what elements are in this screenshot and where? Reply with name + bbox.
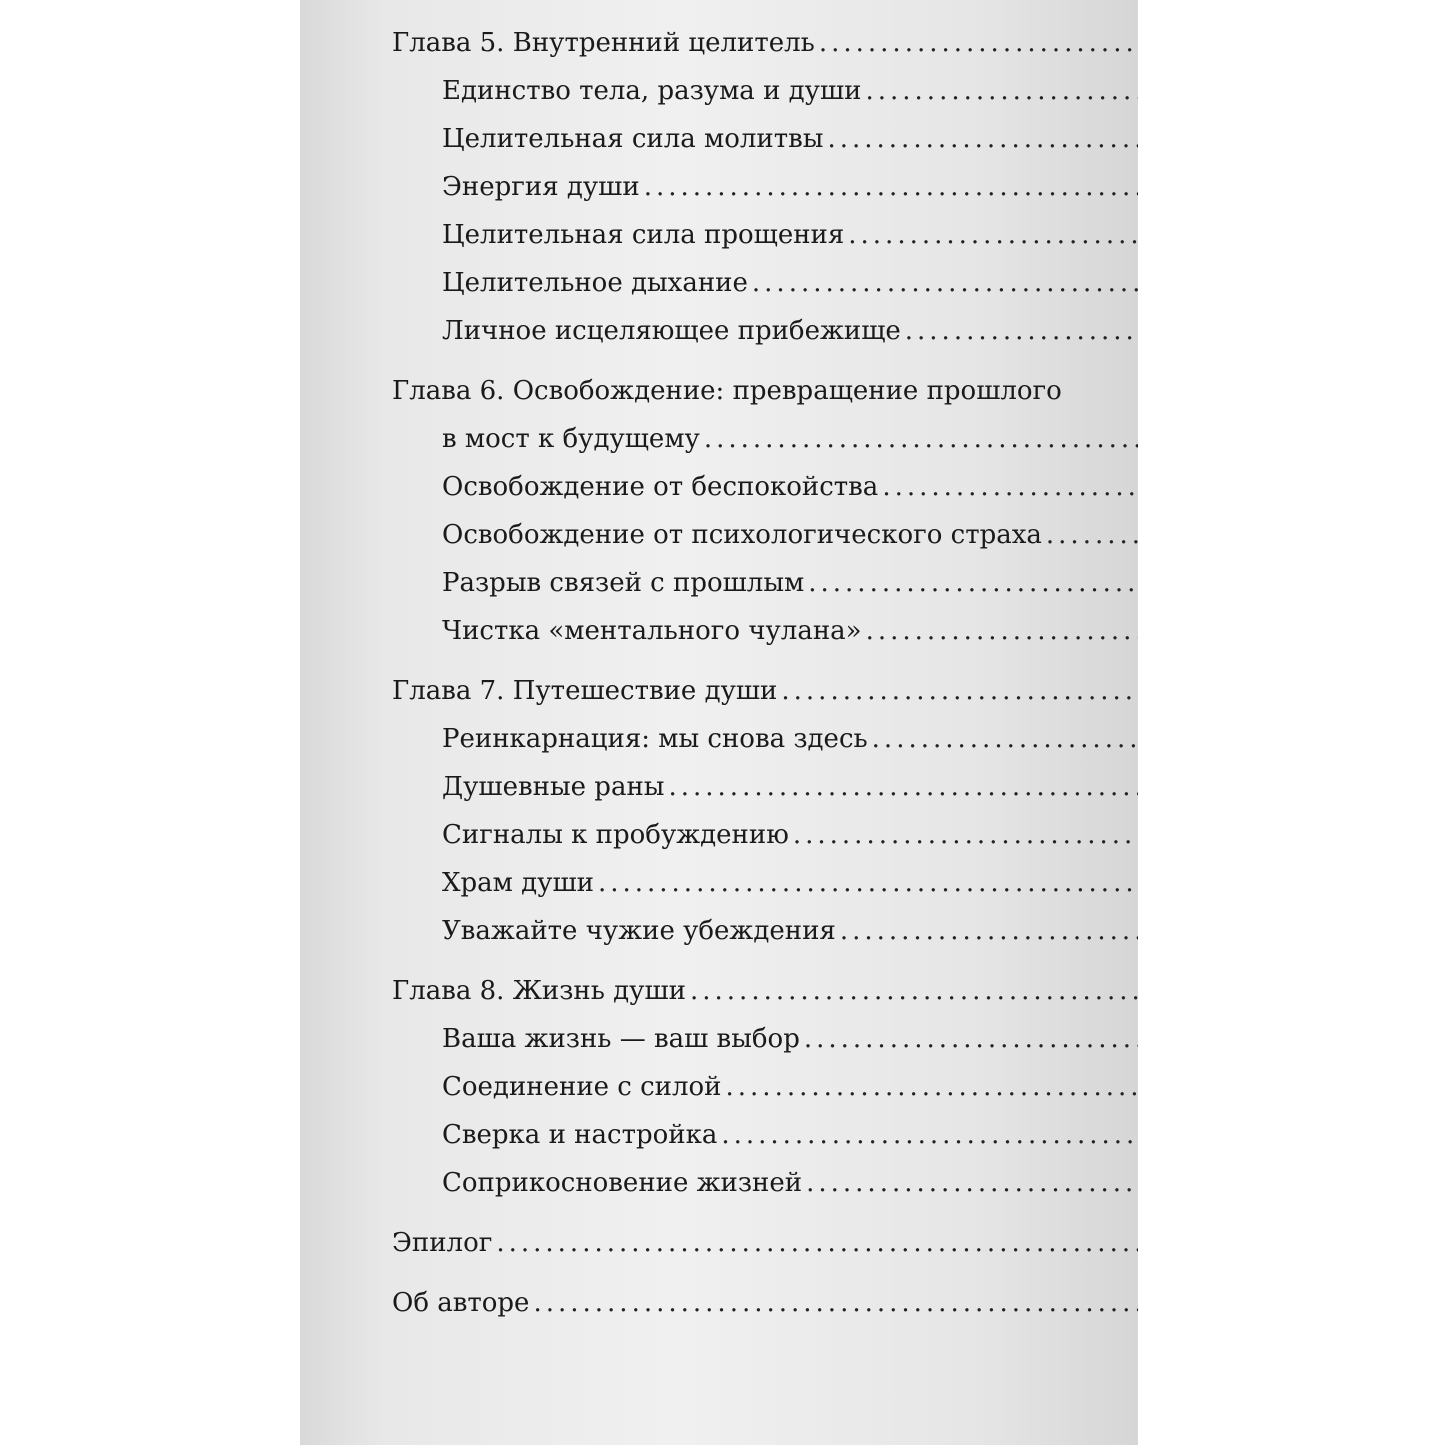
dot-leader [840,916,1138,946]
toc-section-entry [442,1168,1138,1208]
dot-leader [644,172,1138,202]
toc-section-entry [442,1072,1138,1112]
dot-leader [882,472,1138,502]
toc-chapter-entry [392,1288,1138,1328]
toc-section-entry [442,1120,1138,1160]
toc-entry-title: Храм души [442,868,594,898]
toc-entry-title: Соединение с силой [442,1072,722,1102]
toc-entry-title: Глава 6. Освобождение: превращение прошлого [392,376,1062,406]
dot-leader [872,724,1138,754]
toc-entry-title: Сверка и настройка [442,1120,718,1150]
dot-leader [704,424,1138,454]
toc-entry-title: Разрыв связей с прошлым [442,568,805,598]
dot-leader [533,1288,1138,1318]
dot-leader [598,868,1138,898]
dot-leader [804,1024,1138,1054]
toc-section-entry [442,316,1138,356]
dot-leader [496,1228,1138,1258]
toc-section-entry [442,76,1138,116]
toc-section-entry [442,916,1138,956]
dot-leader [806,1168,1138,1198]
toc-section-entry [442,568,1138,608]
dot-leader [793,820,1138,850]
dot-leader [865,76,1138,106]
toc-section-entry [442,772,1138,812]
toc-entry-title: Целительная сила прощения [442,220,845,250]
toc-entry-title: Освобождение от психологического страха [442,520,1042,550]
toc-section-entry [442,868,1138,908]
dot-leader [668,772,1138,802]
dot-leader [781,676,1138,706]
toc-section-entry [442,268,1138,308]
toc-entry-title: Сигналы к пробуждению [442,820,789,850]
dot-leader [721,1120,1138,1150]
toc-section-entry [442,472,1138,512]
toc-entry-title: Реинкарнация: мы снова здесь [442,724,868,754]
toc-entry-title: Душевные раны [442,772,665,802]
toc-section-entry [442,124,1138,164]
dot-leader [690,976,1138,1006]
toc-entry-title: в мост к будущему [442,424,700,454]
toc-entry-title: Об авторе [392,1288,530,1318]
toc-section-entry [442,616,1138,656]
toc-chapter-entry [392,28,1138,68]
book-page [300,0,1138,1445]
toc-section-entry [442,724,1138,764]
toc-section-entry [442,1024,1138,1064]
toc-entry-title: Эпилог [392,1228,493,1258]
toc-entry-title: Глава 8. Жизнь души [392,976,686,1006]
toc-entry-title: Глава 5. Внутренний целитель [392,28,815,58]
toc-chapter-entry [392,1228,1138,1268]
dot-leader [866,616,1138,646]
dot-leader [905,316,1138,346]
toc-section-entry [442,520,1138,560]
toc-section-entry [442,820,1138,860]
dot-leader [1046,520,1138,550]
toc-entry-title: Уважайте чужие убеждения [442,916,836,946]
toc-entry-title: Чистка «ментального чулана» [442,616,862,646]
toc-section-entry [442,172,1138,212]
dot-leader [726,1072,1138,1102]
toc-entry-title: Соприкосновение жизней [442,1168,803,1198]
toc-entry-title: Освобождение от беспокойства [442,472,879,502]
toc-entry-title: Глава 7. Путешествие души [392,676,778,706]
dot-leader [827,124,1138,154]
toc-entry-title: Единство тела, разума и души [442,76,862,106]
toc-section-entry [442,220,1138,260]
toc-entry-title: Энергия души [442,172,640,202]
dot-leader [848,220,1138,250]
toc-section-entry [442,424,1138,464]
toc-chapter-entry [392,376,1138,416]
dot-leader [819,28,1138,58]
toc-entry-title: Целительное дыхание [442,268,748,298]
toc-entry-title: Ваша жизнь — ваш выбор [442,1024,800,1054]
dot-leader [752,268,1138,298]
toc-chapter-entry [392,976,1138,1016]
toc-entry-title: Личное исцеляющее прибежище [442,316,901,346]
toc-chapter-entry [392,676,1138,716]
dot-leader [808,568,1138,598]
toc-entry-title: Целительная сила молитвы [442,124,824,154]
